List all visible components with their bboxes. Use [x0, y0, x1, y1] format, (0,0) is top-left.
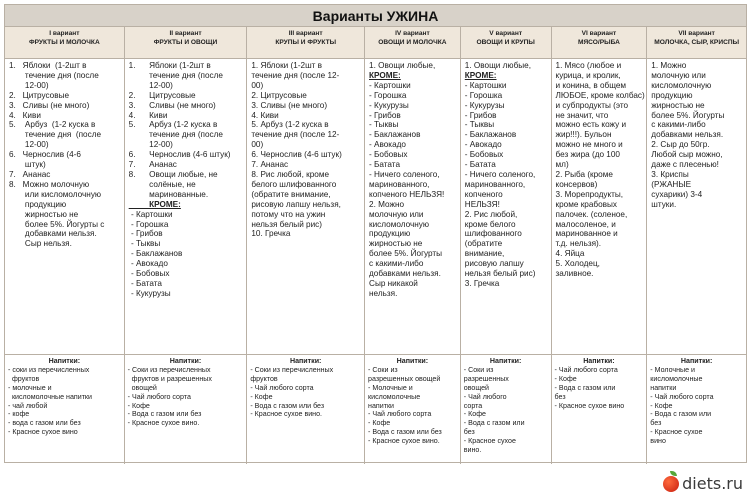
menu-line: маринованные.	[128, 189, 209, 199]
variant-name: ФРУКТЫ И МОЛОЧКА	[28, 38, 100, 46]
drinks-cell	[125, 355, 248, 464]
menu-line: более 5%. Йогурты с	[9, 219, 105, 229]
menu-line: - Картошки	[128, 209, 173, 219]
variant-name: МОЛОЧКА, СЫР, КРИСПЫ	[654, 38, 740, 46]
menu-line: молочную или	[369, 209, 424, 219]
menu-line: - Бобовых	[369, 150, 408, 160]
drink-line: - Соки из перечисленных	[127, 365, 211, 374]
menu-line: кисломолочную	[369, 219, 429, 229]
menu-line: течение дня (после 12-	[251, 70, 340, 80]
menu-line: можно не много и	[555, 140, 623, 150]
menu-line: 1. Овощи любые,	[464, 61, 531, 70]
drink-line: - Молочные и	[650, 365, 696, 374]
menu-line: курица, и кролик,	[555, 70, 621, 80]
drink-line: разрешенных овощей	[368, 374, 441, 383]
menu-line: - Кукурузы	[128, 288, 171, 298]
drink-line: без	[650, 419, 662, 428]
menu-line: 3. Морепродукты,	[555, 189, 624, 199]
menu-line: рисовую лапшу нельзя,	[251, 199, 341, 209]
menu-line: шлифованного	[464, 229, 522, 239]
menu-line: 3. Сливы (не много)	[251, 100, 328, 110]
drinks-title: Напитки:	[289, 357, 322, 365]
logo-text: diets.ru	[682, 474, 743, 493]
menu-line: мл)	[555, 160, 569, 170]
drink-line: - Соки из	[368, 365, 398, 374]
drink-line: - Вода с газом или	[463, 419, 525, 428]
menu-line: 5. Арбуз (1-2 куска в	[128, 120, 218, 130]
menu-line: без жира (до 100	[555, 150, 620, 160]
menu-line: - Горошка	[464, 90, 503, 100]
menu-line: с какими-либо	[651, 120, 706, 130]
drink-line: - Кофе	[368, 419, 391, 428]
menu-line: 12-00)	[128, 140, 173, 150]
menu-line: 3. Гречка	[464, 278, 500, 288]
drink-line: - соки из перечисленных	[8, 365, 90, 374]
menu-line: (обратите	[464, 239, 503, 249]
menu-line: - Ничего соленого,	[464, 169, 536, 179]
menu-line: течение дня (после 12-	[251, 130, 340, 140]
variant-number: VI вариант	[581, 30, 617, 37]
menu-line: - Тыквы	[128, 239, 161, 249]
column-header	[461, 27, 552, 58]
variant-name: ОВОЩИ И МОЛОЧКА	[378, 38, 447, 46]
menu-line: и конина, в общем	[555, 80, 627, 90]
menu-line: добавками нельзя.	[9, 229, 97, 239]
menu-line: - Батата	[464, 160, 496, 170]
menu-line: 3. Сливы (не много)	[9, 100, 90, 110]
site-logo[interactable]	[663, 474, 743, 493]
menu-line: 5. Арбуз (1-2 куска в	[251, 120, 329, 130]
variant-name: ОВОЩИ И КРУПЫ	[476, 38, 535, 46]
menu-line: 8. Рис любой, кроме	[251, 169, 330, 179]
drink-line: разрешенных	[463, 374, 509, 383]
variant-number: IV вариант	[395, 30, 430, 37]
menu-line: - Бобовых	[464, 150, 504, 160]
menu-row	[5, 59, 746, 355]
menu-line: - Грибов	[128, 229, 163, 239]
drinks-cell	[647, 355, 746, 464]
menu-line: 12-00)	[128, 80, 173, 90]
menu-line: нельзя белый рис)	[464, 269, 536, 279]
menu-line: солёные, не	[128, 179, 196, 189]
drinks-cell	[247, 355, 365, 464]
menu-line: продукцию	[651, 90, 693, 100]
menu-line: ЛЮБОЕ, кроме колбас)	[555, 90, 645, 100]
table-title: Варианты УЖИНА	[5, 5, 746, 27]
menu-line: 8. Можно молочную	[9, 179, 90, 189]
drink-line: - Красное сухое вино.	[368, 437, 440, 446]
column-header	[647, 27, 746, 58]
menu-line: 12-00)	[9, 80, 49, 90]
menu-line: жир!!!). Бульон	[555, 130, 612, 140]
menu-line: - Картошки	[464, 80, 507, 90]
menu-cell	[647, 59, 746, 354]
drink-line: фруктов	[8, 374, 40, 383]
menu-line: сухарики) 3-4	[651, 189, 703, 199]
menu-line: течение дня (после	[128, 70, 223, 80]
menu-line: - Бобовых	[128, 269, 170, 279]
menu-cell	[5, 59, 125, 354]
drink-line: напитки	[650, 383, 677, 392]
menu-line: 8. Овощи любые, не	[128, 169, 218, 179]
menu-line: 2. Рыба (кроме	[555, 169, 613, 179]
menu-line: кроме белого	[464, 219, 516, 229]
drink-line: - чай любой	[8, 401, 48, 410]
menu-line: 1. Яблоки (1-2шт в	[128, 61, 211, 70]
menu-line: КРОМЕ:	[464, 70, 497, 80]
drink-line: - Красное сухое вино	[8, 428, 78, 437]
drink-line: вино	[650, 437, 666, 446]
menu-line: жирностью не	[651, 100, 705, 110]
menu-line: - Тыквы	[464, 120, 495, 130]
menu-line: штуки.	[651, 199, 677, 209]
menu-line: 6. Чернослив (4-6 штук)	[251, 150, 342, 160]
variant-number: VII вариант	[678, 30, 715, 37]
drink-line: овощей	[463, 383, 490, 392]
menu-line: 3. Криспы	[651, 169, 689, 179]
drink-line: - Чай любого сорта	[250, 383, 314, 392]
dinner-options-table	[4, 4, 747, 463]
drink-line: - Вода с газом или	[554, 383, 616, 392]
menu-line: можно есть кожу и	[555, 120, 627, 130]
menu-line: 1. Овощи любые,	[369, 61, 436, 70]
menu-line: Сыр никакой	[369, 278, 418, 288]
drinks-title: Напитки:	[396, 357, 429, 365]
menu-line: и субпродукты (это	[555, 100, 629, 110]
menu-line: 4. Киви	[251, 110, 279, 120]
menu-cell	[125, 59, 248, 354]
menu-line: жирностью не	[9, 209, 79, 219]
drinks-cell	[365, 355, 461, 464]
variant-number: I вариант	[49, 30, 80, 37]
drink-line: - Чай любого сорта	[650, 392, 714, 401]
menu-line: 12-00)	[9, 140, 49, 150]
drinks-title: Напитки:	[169, 357, 202, 365]
menu-line: продукцию	[9, 199, 67, 209]
menu-line: потому что на ужин	[251, 209, 326, 219]
menu-line: заливное.	[555, 269, 594, 279]
drink-line: - Соки из	[463, 365, 494, 374]
menu-line: 6. Чернослив (4-6	[9, 150, 81, 160]
menu-line: 7. Ананас	[128, 160, 177, 170]
menu-line: т.д. нельзя).	[555, 239, 602, 249]
drink-line: - Красное сухое вино	[554, 401, 625, 410]
drink-line: - Вода с газом или без	[368, 428, 442, 437]
drink-line: фруктов	[250, 374, 278, 383]
menu-line: - Авокадо	[369, 140, 406, 150]
column-header	[5, 27, 125, 58]
menu-line: добавками нельзя.	[651, 130, 724, 140]
menu-cell	[365, 59, 461, 354]
menu-line: продукцию	[369, 229, 411, 239]
drinks-title: Напитки:	[48, 357, 81, 365]
menu-line: кроме крабовых	[555, 199, 617, 209]
drink-line: - вода с газом или без	[8, 419, 81, 428]
menu-line: 00)	[251, 80, 264, 90]
menu-line: рисовую лапшу	[464, 259, 524, 269]
drink-line: фруктов и разрешенных	[127, 374, 212, 383]
variant-number: V вариант	[489, 30, 523, 37]
drink-line: кисломолочные	[650, 374, 703, 383]
menu-line: палочек. (соленое,	[555, 209, 628, 219]
menu-line: - Кукурузы	[369, 100, 409, 110]
menu-line: 4. Киви	[128, 110, 168, 120]
drinks-title: Напитки:	[583, 357, 615, 365]
menu-line: 00)	[251, 140, 264, 150]
menu-line: 3. Сливы (не много)	[128, 100, 216, 110]
menu-line: КРОМЕ:	[128, 199, 181, 209]
variant-name: КРУПЫ И ФРУКТЫ	[275, 38, 337, 46]
menu-line: внимание,	[464, 249, 505, 259]
drink-line: - Красное сухое	[650, 428, 703, 437]
menu-line: 4. Киви	[9, 110, 41, 120]
menu-line: 2. Можно	[369, 199, 405, 209]
drink-line: - Чай любого сорта	[127, 392, 191, 401]
column-header	[125, 27, 248, 58]
drink-line: напитки	[368, 401, 395, 410]
drink-line: - Вода с газом или без	[250, 401, 325, 410]
drink-line: без	[554, 392, 566, 401]
menu-line: маринованного,	[464, 179, 526, 189]
menu-line: 7. Ананас	[251, 160, 289, 170]
drink-line: - Кофе	[554, 374, 577, 383]
drink-line: - Красное сухое вино.	[250, 410, 323, 419]
menu-line: - Баклажанов	[369, 130, 421, 140]
menu-line: добавками нельзя.	[369, 269, 441, 279]
menu-line: 2. Цитрусовые	[128, 90, 196, 100]
menu-line: - Батата	[128, 278, 162, 288]
menu-line: - Баклажанов	[464, 130, 517, 140]
drinks-cell	[461, 355, 552, 464]
menu-line: 2. Цитрусовые	[9, 90, 70, 100]
menu-line: консервов)	[555, 179, 598, 189]
drink-line: без	[463, 428, 475, 437]
menu-line: нельзя.	[369, 288, 398, 298]
menu-line: течение дня (после	[9, 70, 99, 80]
menu-line: жирностью не	[369, 239, 423, 249]
drink-line: - Кофе	[650, 401, 673, 410]
menu-line: 2. Сыр до 50гр.	[651, 140, 710, 150]
column-header	[247, 27, 365, 58]
menu-line: более 5%. Йогурты	[369, 249, 443, 259]
menu-line: молочную или	[651, 70, 706, 80]
menu-line: 6. Чернослив (4-6 штук)	[128, 150, 231, 160]
menu-line: течение дня (после	[9, 130, 102, 140]
menu-line: (обратите внимание,	[251, 189, 331, 199]
drink-line: - Красное сухое вино.	[127, 419, 200, 428]
menu-line: - Кукурузы	[464, 100, 505, 110]
menu-line: - Авокадо	[464, 140, 502, 150]
menu-line: НЕЛЬЗЯ!	[464, 199, 500, 209]
menu-line: или кисломолочную	[9, 189, 102, 199]
menu-line: маринованное и	[555, 229, 618, 239]
menu-line: даже с плесенью!	[651, 160, 719, 170]
variant-name: МЯСО/РЫБА	[577, 38, 620, 46]
drinks-title: Напитки:	[680, 357, 713, 365]
menu-line: 5. Холодец,	[555, 259, 600, 269]
menu-line: с какими-либо	[369, 259, 424, 269]
drink-line: - Кофе	[127, 401, 150, 410]
menu-line: маринованного,	[369, 179, 430, 189]
variant-number: III вариант	[288, 30, 323, 37]
drinks-cell	[552, 355, 648, 464]
menu-line: нельзя белый рис)	[251, 219, 322, 229]
drink-line: - Вода с газом или	[650, 410, 712, 419]
drink-line: - Кофе	[250, 392, 273, 401]
menu-line: - Ничего соленого,	[369, 169, 440, 179]
menu-line: (РЖАНЫЕ	[651, 179, 692, 189]
menu-line: малосоленое, и	[555, 219, 616, 229]
drink-line: - Чай любого	[463, 392, 507, 401]
menu-line: КРОМЕ:	[369, 70, 401, 80]
menu-line: штук)	[9, 160, 46, 170]
drinks-title: Напитки:	[489, 357, 522, 365]
menu-line: 1. Яблоки (1-2шт в	[9, 61, 87, 70]
drink-line: - кофе	[8, 410, 30, 419]
drinks-row	[5, 355, 746, 464]
drinks-cell	[5, 355, 125, 464]
apple-icon	[663, 476, 679, 492]
menu-line: копченого	[464, 189, 503, 199]
column-header	[552, 27, 648, 58]
drink-line: - Молочные и	[368, 383, 413, 392]
menu-line: - Горошка	[369, 90, 407, 100]
menu-cell	[461, 59, 552, 354]
menu-line: не значит, что	[555, 110, 609, 120]
drink-line: вино.	[463, 446, 482, 455]
menu-line: 5. Арбуз (1-2 куска в	[9, 120, 96, 130]
menu-line: копченого НЕЛЬЗЯ!	[369, 189, 445, 199]
menu-line: 1. Мясо (любое и	[555, 61, 622, 70]
menu-cell	[552, 59, 648, 354]
menu-line: - Батата	[369, 160, 401, 170]
drink-line: - Соки из перечисленных	[250, 365, 334, 374]
drink-line: - Чай любого сорта	[368, 410, 432, 419]
menu-line: - Грибов	[464, 110, 497, 120]
column-header	[365, 27, 461, 58]
menu-line: более 5%. Йогурты	[651, 110, 725, 120]
menu-line: - Картошки	[369, 80, 411, 90]
menu-cell	[247, 59, 365, 354]
menu-line: Сыр нельзя.	[9, 239, 72, 249]
menu-line: 2. Цитрусовые	[251, 90, 307, 100]
drink-line: кисломолочные напитки	[8, 392, 93, 401]
menu-line: - Баклажанов	[128, 249, 183, 259]
header-row	[5, 27, 746, 59]
variant-name: ФРУКТЫ И ОВОЩИ	[153, 38, 218, 46]
menu-line: 4. Яйца	[555, 249, 585, 259]
menu-line: кисломолочную	[651, 80, 712, 90]
drink-line: - молочные и	[8, 383, 52, 392]
drink-line: - Вода с газом или без	[127, 410, 202, 419]
menu-line: 1. Можно	[651, 61, 687, 70]
menu-line: - Авокадо	[128, 259, 168, 269]
drink-line: кисломолочные	[368, 392, 421, 401]
menu-line: 7. Ананас	[9, 169, 51, 179]
menu-line: - Тыквы	[369, 120, 399, 130]
drink-line: - Кофе	[463, 410, 486, 419]
menu-line: Любой сыр можно,	[651, 150, 723, 160]
drink-line: - Красное сухое	[463, 437, 516, 446]
drink-line: овощей	[127, 383, 157, 392]
menu-line: - Горошка	[128, 219, 169, 229]
menu-line: 2. Рис любой,	[464, 209, 518, 219]
drink-line: - Чай любого сорта	[554, 365, 618, 374]
menu-line: - Грибов	[369, 110, 401, 120]
menu-line: течение дня (после	[128, 130, 223, 140]
drink-line: сорта	[463, 401, 483, 410]
variant-number: II вариант	[169, 30, 202, 37]
menu-line: белого шлифованного	[251, 179, 337, 189]
menu-line: 10. Гречка	[251, 229, 291, 239]
menu-line: 1. Яблоки (1-2шт в	[251, 61, 323, 70]
